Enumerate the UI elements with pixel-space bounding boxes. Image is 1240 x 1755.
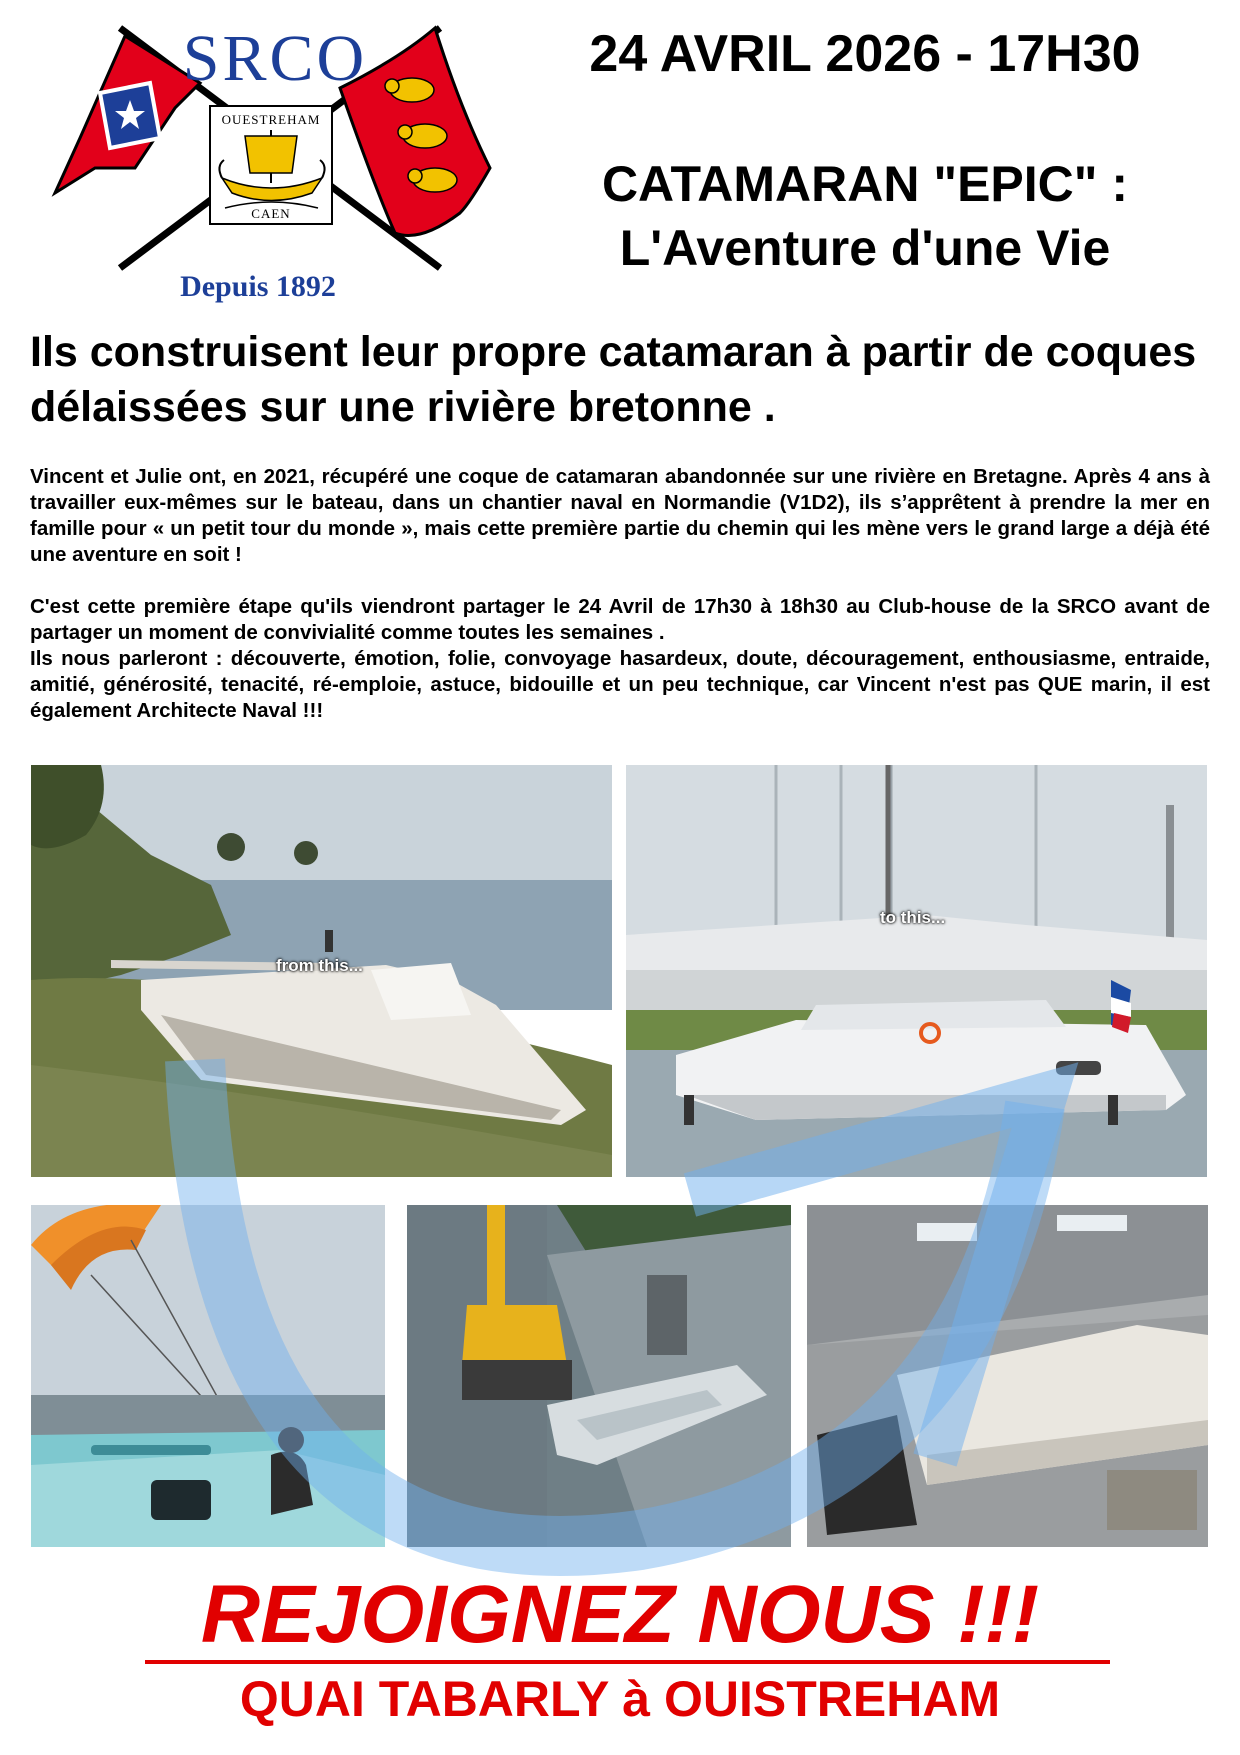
caption-from-this: from this... <box>276 956 363 975</box>
paragraph-intro: Vincent et Julie ont, en 2021, récupéré une coque de catamaran abandonnée sur une rivière en Bretagne. Après 4 ans à travailler eux-mêmes sur le bateau, dans un chantier naval en Normandie (V1D2), ils s’apprêtent à prendre la mer en famille pour « un petit tour du monde », mais cette première partie du chemin qui les mène vers le grand large a déjà été une aventure en soit ! <box>30 465 1210 566</box>
photo-kite-sailing <box>31 1205 385 1547</box>
photo-crane-launch <box>407 1205 791 1547</box>
event-title-line1: CATAMARAN "EPIC" : <box>601 156 1129 212</box>
emblem-bottom-label: CAEN <box>251 206 291 221</box>
call-to-action: REJOIGNEZ NOUS !!! <box>200 1569 1040 1660</box>
event-location: QUAI TABARLY à OUISTREHAM <box>239 1671 1001 1727</box>
caption-to-this: to this... <box>880 908 946 927</box>
founded-label: Depuis 1892 <box>180 270 336 303</box>
event-date: 24 AVRIL 2026 - 17H30 <box>589 25 1141 83</box>
event-title-line2: L'Aventure d'une Vie <box>619 220 1111 276</box>
paragraph-event: C'est cette première étape qu'ils viendront partager le 24 Avril de 17h30 à 18h30 au Club-house de la SRCO avant de partager un moment de convivialité comme toutes les semaines . <box>30 595 1210 644</box>
club-logo <box>40 18 510 318</box>
viking-ship-emblem-icon <box>210 106 332 224</box>
photo-finished-catamaran <box>626 765 1207 1177</box>
emblem-top-label: OUESTREHAM <box>221 112 321 127</box>
headline: Ils construisent leur propre catamaran à partir de coques délaissées sur une rivière bretonne . <box>30 328 1197 431</box>
photo-boatyard-hangar <box>807 1205 1208 1547</box>
burgee-flag-icon <box>55 36 200 193</box>
event-title <box>520 152 1210 280</box>
paragraph-topics: Ils nous parleront : découverte, émotion, folie, convoyage hasardeux, doute, découragement, enthousiasme, entraide, amitié, générosité, tenacité, ré-emploie, astuce, bidouille et un peu technique, car Vincent n'est pas QUE marin, il est également Architecte Naval !!! <box>30 647 1210 722</box>
body-text <box>30 464 1210 724</box>
cta-underline <box>145 1660 1110 1664</box>
club-name: SRCO <box>182 22 368 95</box>
